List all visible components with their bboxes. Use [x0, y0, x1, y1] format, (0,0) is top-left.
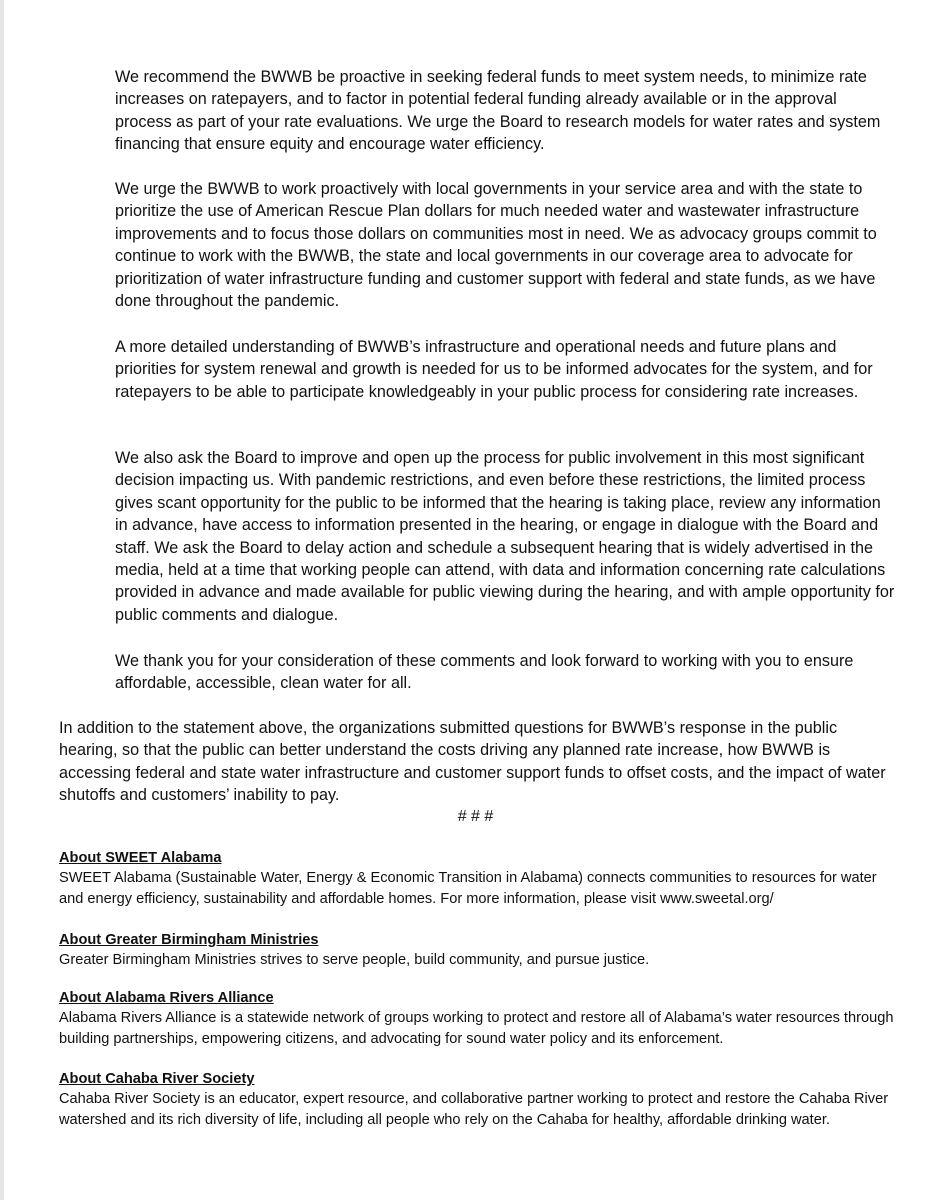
about-alabama-rivers-alliance-heading: About Alabama Rivers Alliance — [59, 990, 274, 1006]
addition-paragraph: In addition to the statement above, the organizations submitted questions for BWWB’s response in the public hearing, so that the public can better understand the costs driving any planned rate increase, how BWWB is accessing federal and state water infrastructure and customer support funds to offset costs, and the impact of water shutoffs and customers’ inability to pay. — [59, 719, 886, 805]
about-sweet-alabama-text: SWEET Alabama (Sustainable Water, Energy & Economic Transition in Alabama) connects communities to resources for water and energy efficiency, sustainability and affordable homes. For more information, please visit www.sweetal.org/ — [59, 870, 877, 907]
about-greater-birmingham-ministries-heading: About Greater Birmingham Ministries — [59, 932, 319, 948]
about-cahaba-river-society-heading: About Cahaba River Society — [59, 1071, 255, 1087]
about-greater-birmingham-ministries-text: Greater Birmingham Ministries strives to serve people, build community, and pursue justice. — [59, 952, 650, 968]
section-divider: # # # — [457, 808, 494, 825]
statement-paragraph-federal-funds: We recommend the BWWB be proactive in seeking federal funds to meet system needs, to minimize rate increases on ratepayers, and to factor in potential federal funding already available or in the approval process as part of your rate evaluations. We urge the Board to research models for water rates and system financing that ensure equity and encourage water efficiency. — [115, 68, 881, 154]
about-sweet-alabama-heading: About SWEET Alabama — [59, 850, 222, 866]
about-cahaba-river-society-text: Cahaba River Society is an educator, expert resource, and collaborative partner working to protect and restore the Cahaba River watershed and its rich diversity of life, including all people who rely on the Cahaba for healthy, affordable drinking water. — [59, 1091, 889, 1128]
statement-paragraph-thanks: We thank you for your consideration of these comments and look forward to working with you to ensure affordable, accessible, clean water for all. — [115, 652, 854, 693]
statement-paragraph-public-involvement: We also ask the Board to improve and open up the process for public involvement in this most significant decision impacting us. With pandemic restrictions, and even before these restrictions, the limited process gives scant opportunity for the public to be informed that the hearing is taking place, review any information in advance, have access to information presented in the hearing, or engage in dialogue with the Board and staff. We ask the Board to delay action and schedule a subsequent hearing that is widely advertised in the media, held at a time that working people can attend, with data and information concerning rate calculations provided in advance and made available for public viewing during the hearing, and with ample opportunity for public comments and dialogue. — [115, 449, 895, 624]
about-alabama-rivers-alliance-text: Alabama Rivers Alliance is a statewide network of groups working to protect and restore all of Alabama’s water resources through building partnerships, empowering citizens, and advocating for sound water policy and its enforcement. — [59, 1010, 894, 1047]
statement-paragraph-local-governments: We urge the BWWB to work proactively with local governments in your service area and with the state to prioritize the use of American Rescue Plan dollars for much needed water and wastewater infrastructure improvements and to focus those dollars on communities most in need. We as advocacy groups commit to continue to work with the BWWB, the state and local governments in our coverage area to advocate for prioritization of water infrastructure funding and customer support with federal and state funds, as we have done throughout the pandemic. — [115, 180, 877, 311]
statement-paragraph-infrastructure-needs: A more detailed understanding of BWWB’s infrastructure and operational needs and future plans and priorities for system renewal and growth is needed for us to be informed advocates for the system, and for ratepayers to be able to participate knowledgeably in your public process for considering rate increases. — [115, 338, 873, 401]
